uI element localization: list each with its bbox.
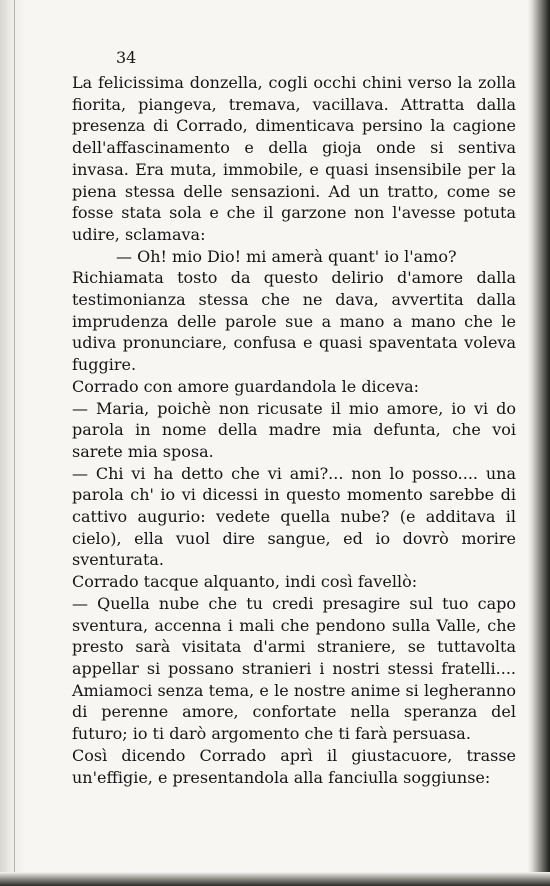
paragraph-6: — Chi vi ha detto che vi ami?... non lo posso.... una parola ch' io vi dicessi in questo momento sarebbe di cattivo augurio: vedete quella nube? (e additava il cielo), ella vuol dire sangue, ed io dovrò morire sventurata. xyxy=(72,463,516,570)
paragraph-1: La felicissima donzella, cogli occhi chini verso la zolla fiorita, piangeva, tremava, vacillava. Attratta dalla presenza di Corrado, dimenticava persino la cagione dell'affascinamento e della gioja onde si sentiva invasa. Era muta, immobile, e quasi insensibile per la piena stessa delle sensazioni. Ad un tratto, come se fosse stata sola e che il garzone non l'avesse potuta udire, sclamava: xyxy=(72,73,516,244)
paragraph-9: Così dicendo Corrado aprì il giustacuore, trasse un'effigie, e presentandola alla fanciulla soggiunse: xyxy=(72,745,516,787)
page-fold-line xyxy=(14,0,15,886)
page-left-edge xyxy=(0,0,26,886)
paragraph-4: Corrado con amore guardandola le diceva: xyxy=(72,376,420,396)
paragraph-7: Corrado tacque alquanto, indi così favellò: xyxy=(72,572,418,592)
page-bottom-edge xyxy=(0,872,550,886)
paragraph-8: — Quella nube che tu credi presagire sul tuo capo sventura, accenna i mali che pendono sulla Valle, che presto sarà visitata d'armi straniere, se tuttavolta appellar si possano stranieri i nostri stessi fratelli.... Amiamoci senza tema, e le nostre anime si legheranno di perenne amore, confortate nella speranza del futuro; io ti darò argomento che ti farà persuasa. xyxy=(72,593,516,744)
paragraph-5: — Maria, poichè non ricusate il mio amore, io vi do parola in nome della madre mia defunta, che voi sarete mia sposa. xyxy=(72,398,516,461)
body-text xyxy=(72,72,516,788)
page-right-edge xyxy=(528,0,550,886)
page-number: 34 xyxy=(116,48,137,67)
paragraph-3: Richiamata tosto da questo delirio d'amore dalla testimonianza stessa che ne dava, avvertita dalla imprudenza delle parole sue a mano a mano che le udiva pronunciare, confusa e quasi spaventata voleva fuggire. xyxy=(72,268,516,375)
paragraph-2: — Oh! mio Dio! mi amerà quant' io l'amo? xyxy=(116,246,457,266)
